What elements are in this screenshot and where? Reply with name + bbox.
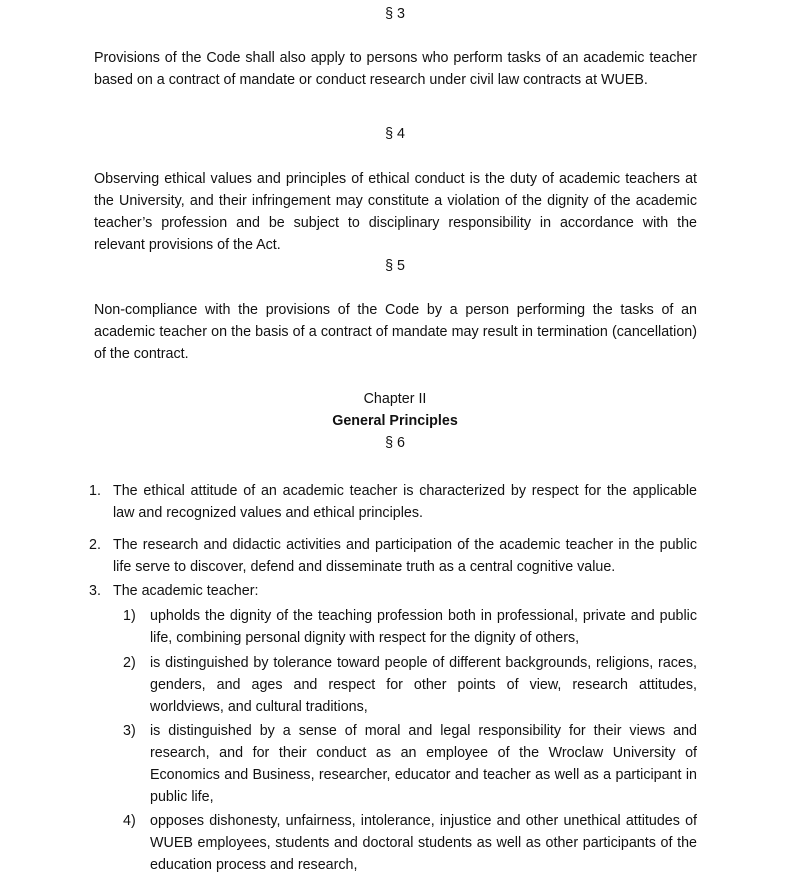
sublist-item-number: 3) (123, 723, 136, 739)
list-item-number: 1. (89, 483, 101, 499)
list-item-number: 2. (89, 537, 101, 553)
chapter-title: General Principles (332, 413, 458, 429)
section-heading-6: § 6 (385, 435, 405, 451)
section-text-5: Non-compliance with the provisions of the Code by a person performing the tasks of an academic teacher on the basis of a contract of mandate may result in termination (cancellation) of the contract. (94, 302, 697, 362)
chapter-label: Chapter II (363, 391, 427, 407)
sublist-item-number: 2) (123, 655, 136, 671)
section-text-3: Provisions of the Code shall also apply to persons who perform tasks of an academic teacher based on a contract of mandate or conduct research under civil law contracts at WUEB. (94, 50, 697, 88)
sublist-item-number: 4) (123, 813, 136, 829)
list-item-text: The ethical attitude of an academic teacher is characterized by respect for the applicable law and recognized values and ethical principles. (113, 483, 697, 521)
sublist-item-text: opposes dishonesty, unfairness, intolerance, injustice and other unethical attitudes of WUEB employees, students and doctoral students as well as other participants of the education process and research, (150, 813, 697, 873)
list-item-text: The research and didactic activities and participation of the academic teacher in the public life serve to discover, defend and disseminate truth as a central cognitive value. (113, 537, 697, 575)
section-heading-5: § 5 (385, 258, 405, 274)
section-heading-4: § 4 (385, 126, 405, 142)
section-heading-3: § 3 (385, 6, 405, 22)
list-item-number: 3. (89, 583, 101, 599)
section-text-4: Observing ethical values and principles of ethical conduct is the duty of academic teachers at the University, and their infringement may constitute a violation of the dignity of the academic teacher’s profession and be subject to disciplinary responsibility in accordance with the relevant provisions of the Act. (94, 171, 697, 253)
sublist-item-text: is distinguished by tolerance toward people of different backgrounds, religions, races, genders, and ages and respect for other points of view, research attitudes, worldviews, and cultural traditions, (150, 655, 697, 715)
list-item-text: The academic teacher: (113, 583, 259, 599)
sublist-item-text: upholds the dignity of the teaching profession both in professional, private and public life, combining personal dignity with respect for the dignity of others, (150, 608, 697, 646)
sublist-item-text: is distinguished by a sense of moral and legal responsibility for their views and research, and for their conduct as an employee of the Wroclaw University of Economics and Business, researcher, educator and teacher as well as a participant in public life, (150, 723, 697, 805)
sublist-item-number: 1) (123, 608, 136, 624)
